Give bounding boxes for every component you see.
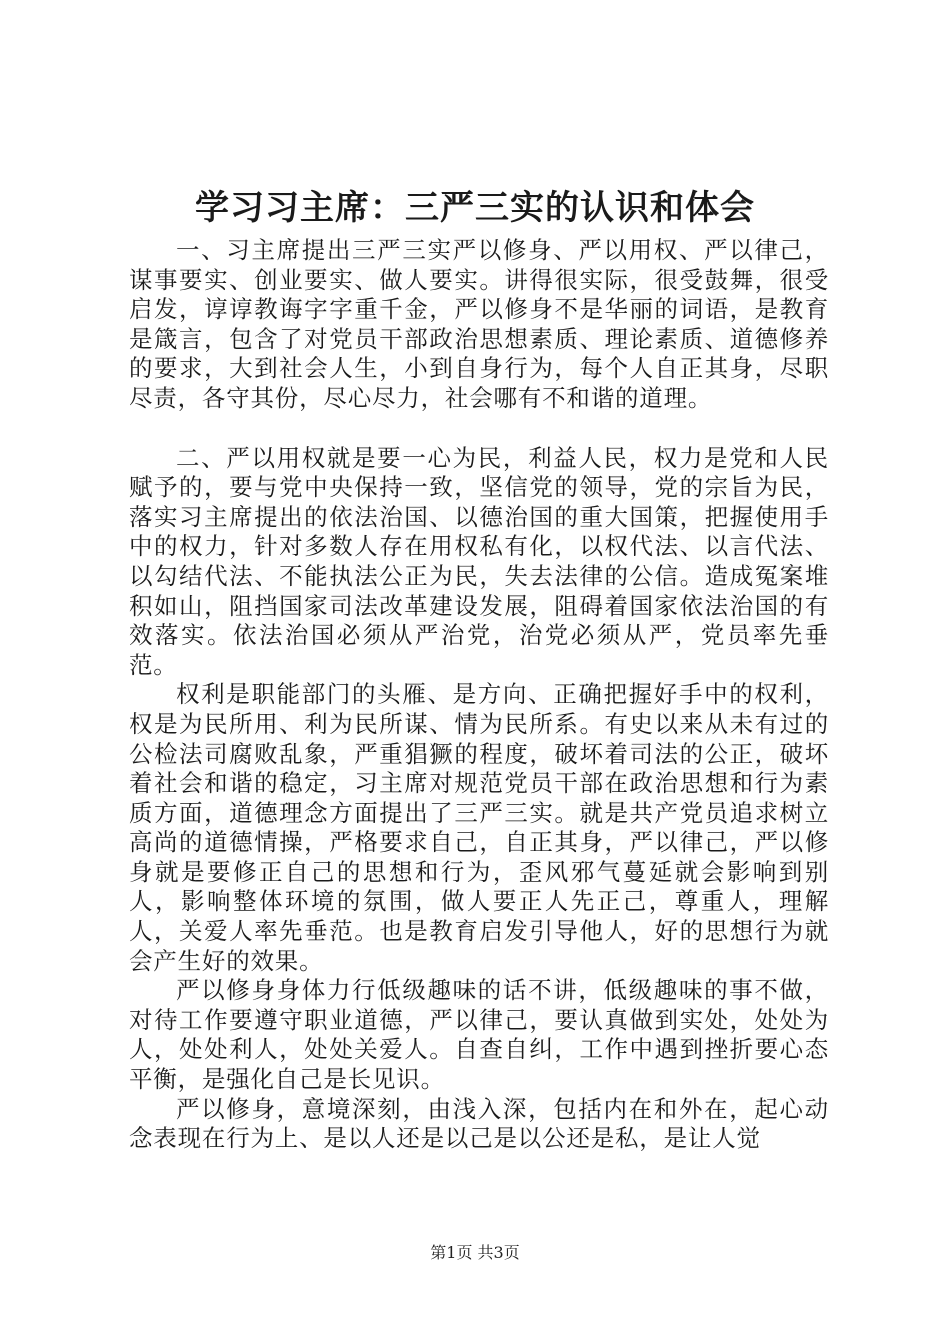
document-body xyxy=(129,236,829,1154)
document-title: 学习习主席：三严三实的认识和体会 xyxy=(195,188,755,228)
paragraph-5: 严以修身，意境深刻，由浅入深，包括内在和外在，起心动念表现在行为上、是以人还是以己是以公还是私，是让人觉 xyxy=(129,1094,829,1153)
paragraph-4: 严以修身身体力行低级趣味的话不讲，低级趣味的事不做，对待工作要遵守职业道德，严以律己，要认真做到实处，处处为人，处处利人，处处关爱人。自查自纠，工作中遇到挫折要心态平衡，是强化自己是长见识。 xyxy=(129,976,829,1094)
paragraph-2: 二、严以用权就是要一心为民，利益人民，权力是党和人民赋予的，要与党中央保持一致，坚信党的领导，党的宗旨为民，落实习主席提出的依法治国、以德治国的重大国策，把握使用手中的权力，针对多数人存在用权私有化，以权代法、以言代法、以勾结代法、不能执法公正为民，失去法律的公信。造成冤案堆积如山，阻挡国家司法改革建设发展，阻碍着国家依法治国的有效落实。依法治国必须从严治党，治党必须从严，党员率先垂范。 xyxy=(129,443,829,679)
paragraph-gap xyxy=(129,414,829,444)
page-number-footer: 第1页 共3页 xyxy=(430,1243,520,1262)
paragraph-1: 一、习主席提出三严三实严以修身、严以用权、严以律己，谋事要实、创业要实、做人要实。讲得很实际，很受鼓舞，很受启发，谆谆教诲字字重千金，严以修身不是华丽的词语，是教育是箴言，包含了对党员干部政治思想素质、理论素质、道德修养的要求，大到社会人生，小到自身行为，每个人自正其身，尽职尽责，各守其份，尽心尽力，社会哪有不和谐的道理。 xyxy=(129,236,829,412)
paragraph-3: 权利是职能部门的头雁、是方向、正确把握好手中的权利，权是为民所用、利为民所谋、情为民所系。有史以来从未有过的公检法司腐败乱象，严重猖獗的程度，破坏着司法的公正，破坏着社会和谐的稳定，习主席对规范党员干部在政治思想和行为素质方面，道德理念方面提出了三严三实。就是共产党员追求树立高尚的道德情操，严格要求自己，自正其身，严以律己，严以修身就是要修正自己的思想和行为，歪风邪气蔓延就会影响到别人，影响整体环境的氛围，做人要正人先正己，尊重人，理解人，关爱人率先垂范。也是教育启发引导他人，好的思想行为就会产生好的效果。 xyxy=(129,680,829,975)
